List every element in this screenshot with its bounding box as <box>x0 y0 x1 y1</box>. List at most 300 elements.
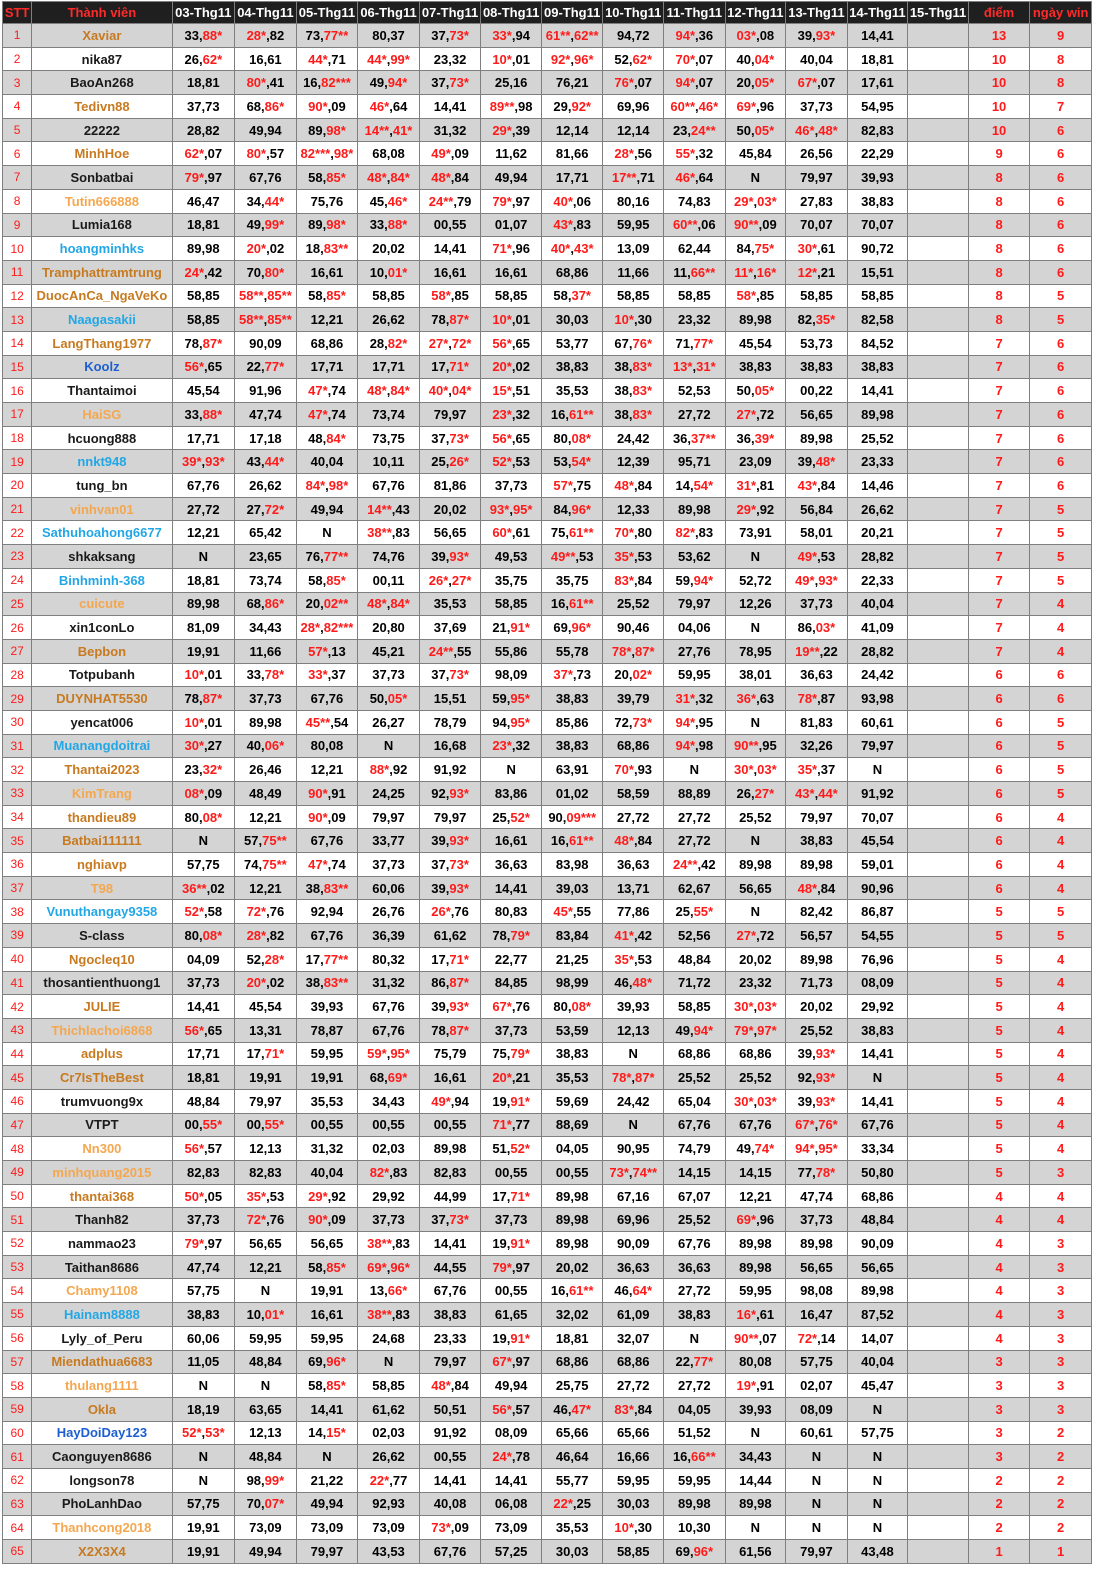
day-cell: 38,83 <box>725 355 786 379</box>
day-cell: 40,04 <box>296 450 358 474</box>
win-days-cell: 5 <box>1030 521 1092 545</box>
member-name: longson78 <box>32 1468 172 1492</box>
day-cell: 20*,21 <box>481 1066 542 1090</box>
day-cell: 37,73 <box>358 1208 420 1232</box>
day-cell: 98,09 <box>481 663 542 687</box>
day-cell: 44,99 <box>419 1184 481 1208</box>
day-cell: 58,37* <box>541 284 603 308</box>
win-days-cell: 3 <box>1030 1255 1092 1279</box>
day-cell: 35,53 <box>419 592 481 616</box>
day-cell: 00,55 <box>481 1161 542 1185</box>
win-days-cell: 2 <box>1030 1492 1092 1516</box>
day-cell: 91,96 <box>235 379 297 403</box>
day-cell: 57,75 <box>172 853 235 877</box>
day-cell: 21,91* <box>481 616 542 640</box>
day-cell: 12,14 <box>603 118 664 142</box>
day-cell: 92,93* <box>786 1066 848 1090</box>
day-cell: 67,76 <box>296 829 358 853</box>
day-cell: 27,72 <box>664 805 726 829</box>
day-cell: 56,65 <box>296 1232 358 1256</box>
day-cell: 67,76 <box>172 474 235 498</box>
row-number: 36 <box>3 853 32 877</box>
day-cell: 56,84 <box>786 497 848 521</box>
win-days-cell: 3 <box>1030 1374 1092 1398</box>
day-cell: 98,08 <box>786 1279 848 1303</box>
day-cell: 59,69 <box>541 1089 603 1113</box>
day-cell: 13,66* <box>358 1279 420 1303</box>
day-cell: 59,95 <box>296 1326 358 1350</box>
points-cell: 3 <box>968 1350 1030 1374</box>
points-cell: 5 <box>968 1137 1030 1161</box>
day-cell: 38,83 <box>541 355 603 379</box>
day-cell: 25,52 <box>786 1018 848 1042</box>
day-cell: 33,78* <box>235 663 297 687</box>
day-cell: 22,77* <box>235 355 297 379</box>
day-cell: 15,51 <box>419 687 481 711</box>
row-number: 62 <box>3 1468 32 1492</box>
day-cell: 73,77** <box>296 24 358 48</box>
day-cell <box>908 379 969 403</box>
day-cell: 00,55 <box>358 1113 420 1137</box>
day-cell: 37,73* <box>419 71 481 95</box>
member-name: Koolz <box>32 355 172 379</box>
day-cell <box>908 1397 969 1421</box>
day-cell: 31,32 <box>419 118 481 142</box>
day-cell: 37,73 <box>786 95 848 119</box>
table-row <box>3 331 1092 355</box>
day-cell: 11,62 <box>481 142 542 166</box>
win-days-cell: 4 <box>1030 1042 1092 1066</box>
table-row <box>3 853 1092 877</box>
day-cell: 56*,65 <box>172 1018 235 1042</box>
day-cell: 16*,61 <box>725 1303 786 1327</box>
day-cell: N <box>847 758 908 782</box>
day-cell: 80,83 <box>481 900 542 924</box>
day-cell: 22*,25 <box>541 1492 603 1516</box>
day-cell: 78*,87 <box>786 687 848 711</box>
day-cell: 89,98* <box>296 118 358 142</box>
day-cell: 30*,03* <box>725 1089 786 1113</box>
day-cell: 89,98 <box>725 1492 786 1516</box>
day-cell: 65,04 <box>664 1089 726 1113</box>
day-cell: 89,98* <box>296 213 358 237</box>
day-cell: 02,03 <box>358 1421 420 1445</box>
points-cell: 3 <box>968 1421 1030 1445</box>
member-name: 22222 <box>32 118 172 142</box>
day-cell: 75,79 <box>419 1042 481 1066</box>
day-cell: 91,92 <box>419 1421 481 1445</box>
day-cell: 16,61** <box>541 403 603 427</box>
day-cell: 04,06 <box>664 616 726 640</box>
day-cell: N <box>786 1445 848 1469</box>
day-cell: 94,72 <box>603 24 664 48</box>
day-cell: 48,84 <box>847 1208 908 1232</box>
points-cell: 4 <box>968 1303 1030 1327</box>
table-row <box>3 805 1092 829</box>
day-cell: 27*,72 <box>725 403 786 427</box>
day-cell: 94*,36 <box>664 24 726 48</box>
points-cell: 5 <box>968 1161 1030 1185</box>
day-cell: 17,71 <box>541 166 603 190</box>
day-cell: 23,65 <box>235 545 297 569</box>
day-cell: 46*,48* <box>786 118 848 142</box>
day-cell: 58*,85 <box>419 284 481 308</box>
day-cell: 19*,91 <box>725 1374 786 1398</box>
day-cell: 86,03* <box>786 616 848 640</box>
member-name: Muanangdoitrai <box>32 734 172 758</box>
column-header: 04-Thg11 <box>235 2 297 24</box>
points-cell: 1 <box>968 1540 1030 1564</box>
column-header: 09-Thg11 <box>541 2 603 24</box>
day-cell: 90**,07 <box>725 1326 786 1350</box>
day-cell: 69,96* <box>296 1350 358 1374</box>
member-name: Ngocleq10 <box>32 947 172 971</box>
points-cell: 2 <box>968 1516 1030 1540</box>
row-number: 64 <box>3 1516 32 1540</box>
day-cell: 15,51 <box>847 260 908 284</box>
points-cell: 6 <box>968 663 1030 687</box>
day-cell <box>908 853 969 877</box>
member-name: Nn300 <box>32 1137 172 1161</box>
day-cell: 23,32* <box>172 758 235 782</box>
points-cell: 7 <box>968 403 1030 427</box>
day-cell: N <box>725 616 786 640</box>
day-cell: 80,08* <box>172 924 235 948</box>
column-header: 13-Thg11 <box>786 2 848 24</box>
day-cell: 67,76 <box>419 1540 481 1564</box>
day-cell <box>908 497 969 521</box>
day-cell: 24*,42 <box>172 260 235 284</box>
day-cell: 36,63 <box>664 1255 726 1279</box>
day-cell: 40*,06 <box>541 189 603 213</box>
day-cell <box>908 900 969 924</box>
column-header: 07-Thg11 <box>419 2 481 24</box>
day-cell <box>908 47 969 71</box>
day-cell: 17,61 <box>847 71 908 95</box>
day-cell: 78,87* <box>419 1018 481 1042</box>
day-cell: 84,85 <box>481 971 542 995</box>
points-cell: 6 <box>968 876 1030 900</box>
day-cell: 30,03 <box>541 1540 603 1564</box>
day-cell: N <box>725 1421 786 1445</box>
win-days-cell: 3 <box>1030 1326 1092 1350</box>
row-number: 37 <box>3 876 32 900</box>
row-number: 1 <box>3 24 32 48</box>
row-number: 28 <box>3 663 32 687</box>
day-cell: 36,63 <box>603 853 664 877</box>
day-cell: 68,86 <box>847 1184 908 1208</box>
day-cell: 78,87* <box>172 331 235 355</box>
day-cell: 56,65 <box>847 1255 908 1279</box>
day-cell: 69,96 <box>603 95 664 119</box>
day-cell <box>908 995 969 1019</box>
day-cell: 20*,02 <box>235 237 297 261</box>
points-cell: 10 <box>968 95 1030 119</box>
day-cell: 27,72 <box>664 1374 726 1398</box>
day-cell: 56*,57 <box>481 1397 542 1421</box>
day-cell: 73,09 <box>358 1516 420 1540</box>
day-cell: 83*,84 <box>603 1397 664 1421</box>
table-row <box>3 900 1092 924</box>
day-cell: 49*,94 <box>419 1089 481 1113</box>
member-name: hoangminhks <box>32 237 172 261</box>
day-cell: 38,83** <box>296 971 358 995</box>
day-cell: N <box>296 521 358 545</box>
day-cell: 28*,56 <box>603 142 664 166</box>
column-header: 15-Thg11 <box>908 2 969 24</box>
day-cell: 72,73* <box>603 710 664 734</box>
day-cell <box>908 971 969 995</box>
day-cell: 11*,16* <box>725 260 786 284</box>
row-number: 34 <box>3 805 32 829</box>
day-cell: 18,81 <box>172 71 235 95</box>
day-cell: 37,69 <box>419 616 481 640</box>
day-cell: 65,42 <box>235 521 297 545</box>
day-cell: 56,65 <box>725 876 786 900</box>
day-cell: 90,09 <box>603 1232 664 1256</box>
day-cell: 36,39* <box>725 426 786 450</box>
day-cell: N <box>786 1468 848 1492</box>
day-cell: 59,94* <box>664 568 726 592</box>
day-cell: 35*,53 <box>235 1184 297 1208</box>
day-cell: 20*,02 <box>481 355 542 379</box>
win-days-cell: 4 <box>1030 829 1092 853</box>
day-cell: 86,87* <box>419 971 481 995</box>
day-cell: 90,46 <box>603 616 664 640</box>
day-cell: 44*,71 <box>296 47 358 71</box>
row-number: 43 <box>3 1018 32 1042</box>
day-cell: 52*,53* <box>172 1421 235 1445</box>
member-name: trumvuong9x <box>32 1089 172 1113</box>
day-cell: 67,76 <box>725 1113 786 1137</box>
day-cell: N <box>603 1113 664 1137</box>
day-cell: 35,75 <box>481 568 542 592</box>
day-cell: 89,98 <box>419 1137 481 1161</box>
day-cell: 50,05* <box>358 687 420 711</box>
day-cell: 24,42 <box>603 426 664 450</box>
points-cell: 5 <box>968 1113 1030 1137</box>
day-cell: 58,59 <box>603 782 664 806</box>
day-cell: 74,79 <box>664 1137 726 1161</box>
member-name: Binhminh-368 <box>32 568 172 592</box>
day-cell: 45,54 <box>172 379 235 403</box>
day-cell: 17,71 <box>172 426 235 450</box>
day-cell: 80,08* <box>541 995 603 1019</box>
day-cell: 35*,37 <box>786 758 848 782</box>
day-cell: 45,47 <box>847 1374 908 1398</box>
member-name: Caonguyen8686 <box>32 1445 172 1469</box>
day-cell <box>908 71 969 95</box>
day-cell: 22*,77 <box>358 1468 420 1492</box>
row-number: 40 <box>3 947 32 971</box>
day-cell <box>908 568 969 592</box>
row-number: 13 <box>3 308 32 332</box>
day-cell: 49,94 <box>296 1492 358 1516</box>
day-cell: 10*,30 <box>603 1516 664 1540</box>
member-name: Thichlachoi6868 <box>32 1018 172 1042</box>
points-cell: 5 <box>968 1066 1030 1090</box>
day-cell: 89,98 <box>786 947 848 971</box>
day-cell: N <box>725 829 786 853</box>
row-number: 33 <box>3 782 32 806</box>
day-cell: 25,26* <box>419 450 481 474</box>
day-cell: 65,66 <box>603 1421 664 1445</box>
table-row <box>3 47 1092 71</box>
day-cell <box>908 426 969 450</box>
day-cell: 83,98 <box>541 853 603 877</box>
member-name: Okla <box>32 1397 172 1421</box>
day-cell: 84,75* <box>725 237 786 261</box>
points-cell: 6 <box>968 734 1030 758</box>
row-number: 8 <box>3 189 32 213</box>
table-row <box>3 710 1092 734</box>
row-number: 49 <box>3 1161 32 1185</box>
points-cell: 4 <box>968 1279 1030 1303</box>
day-cell: 45,21 <box>358 639 420 663</box>
column-header: Thành viên <box>32 2 172 24</box>
day-cell: 60,61 <box>847 710 908 734</box>
day-cell: 79,97 <box>296 1540 358 1564</box>
day-cell: 51,52* <box>481 1137 542 1161</box>
day-cell: 10,30 <box>664 1516 726 1540</box>
day-cell: 30*,03* <box>725 995 786 1019</box>
day-cell: 70,07 <box>847 213 908 237</box>
day-cell <box>908 734 969 758</box>
day-cell: 19,91 <box>235 1066 297 1090</box>
day-cell: 71,77* <box>664 331 726 355</box>
day-cell <box>908 403 969 427</box>
day-cell: 13*,31* <box>664 355 726 379</box>
day-cell: 57,75** <box>235 829 297 853</box>
day-cell: 73,09 <box>296 1516 358 1540</box>
day-cell: 39,93 <box>296 995 358 1019</box>
member-name: hcuong888 <box>32 426 172 450</box>
points-cell: 7 <box>968 497 1030 521</box>
day-cell: 40,04 <box>847 1350 908 1374</box>
day-cell <box>908 450 969 474</box>
member-name: cuicute <box>32 592 172 616</box>
day-cell: 60*,61 <box>481 521 542 545</box>
day-cell: 29,92* <box>541 95 603 119</box>
day-cell: 28,82 <box>847 639 908 663</box>
day-cell: 63,65 <box>235 1397 297 1421</box>
day-cell <box>908 1089 969 1113</box>
day-cell: 04,05 <box>664 1397 726 1421</box>
day-cell: 94,95* <box>481 710 542 734</box>
member-name: Tramphattramtrung <box>32 260 172 284</box>
day-cell: 19,91 <box>172 1540 235 1564</box>
day-cell: 90*,09 <box>296 95 358 119</box>
day-cell: 20,02 <box>786 995 848 1019</box>
day-cell: 33,88* <box>358 213 420 237</box>
day-cell: 16,68 <box>419 734 481 758</box>
table-row <box>3 947 1092 971</box>
day-cell: 19,91 <box>296 1279 358 1303</box>
day-cell: 58,85 <box>603 1540 664 1564</box>
day-cell: 04,05 <box>541 1137 603 1161</box>
win-days-cell: 3 <box>1030 1350 1092 1374</box>
day-cell: 45,54 <box>235 995 297 1019</box>
points-cell: 6 <box>968 853 1030 877</box>
points-cell: 4 <box>968 1255 1030 1279</box>
day-cell: 49,53 <box>481 545 542 569</box>
day-cell: 34,43 <box>235 616 297 640</box>
day-cell: 92,93 <box>358 1492 420 1516</box>
row-number: 17 <box>3 403 32 427</box>
day-cell: 89,98 <box>664 497 726 521</box>
day-cell: 24,25 <box>358 782 420 806</box>
day-cell: 27,72* <box>235 497 297 521</box>
member-name: Totpubanh <box>32 663 172 687</box>
day-cell: 20,02 <box>725 947 786 971</box>
day-cell: 04,09 <box>172 947 235 971</box>
day-cell: 16,61** <box>541 1279 603 1303</box>
day-cell: 91,92 <box>419 758 481 782</box>
day-cell: 73,74 <box>358 403 420 427</box>
day-cell: 11,66** <box>664 260 726 284</box>
day-cell: 12,21 <box>235 876 297 900</box>
day-cell: 82*,83 <box>358 1161 420 1185</box>
row-number: 53 <box>3 1255 32 1279</box>
day-cell <box>908 1208 969 1232</box>
day-cell: 39,93* <box>419 995 481 1019</box>
table-row <box>3 118 1092 142</box>
day-cell: 12*,21 <box>786 260 848 284</box>
day-cell <box>908 308 969 332</box>
day-cell: 89,98 <box>541 1208 603 1232</box>
win-days-cell: 5 <box>1030 734 1092 758</box>
day-cell: 69,96* <box>664 1540 726 1564</box>
day-cell: 73,74 <box>235 568 297 592</box>
day-cell: 58*,85 <box>725 284 786 308</box>
win-days-cell: 4 <box>1030 639 1092 663</box>
day-cell: 28,82 <box>847 545 908 569</box>
day-cell: 48,49 <box>235 782 297 806</box>
day-cell <box>908 758 969 782</box>
day-cell: 46,48* <box>603 971 664 995</box>
row-number: 2 <box>3 47 32 71</box>
day-cell: 12,21 <box>296 308 358 332</box>
win-days-cell: 5 <box>1030 284 1092 308</box>
day-cell: 89,98 <box>235 710 297 734</box>
day-cell <box>908 1421 969 1445</box>
day-cell: 19,91* <box>481 1326 542 1350</box>
day-cell: 11,05 <box>172 1350 235 1374</box>
win-days-cell: 5 <box>1030 758 1092 782</box>
day-cell <box>908 663 969 687</box>
day-cell: 52,28* <box>235 947 297 971</box>
day-cell: 12,13 <box>603 1018 664 1042</box>
day-cell: 37,73 <box>358 663 420 687</box>
day-cell: 45,46* <box>358 189 420 213</box>
day-cell: 83,84 <box>541 924 603 948</box>
day-cell: 84,96* <box>541 497 603 521</box>
win-days-cell: 6 <box>1030 331 1092 355</box>
day-cell: 25,52 <box>847 426 908 450</box>
column-header: điểm <box>968 2 1030 24</box>
day-cell: 35,53 <box>541 379 603 403</box>
day-cell: 52*,53 <box>481 450 542 474</box>
day-cell: 21,22 <box>296 1468 358 1492</box>
day-cell: N <box>786 1492 848 1516</box>
table-row <box>3 734 1092 758</box>
row-number: 11 <box>3 260 32 284</box>
points-cell: 10 <box>968 71 1030 95</box>
day-cell: 74,76 <box>358 545 420 569</box>
day-cell: 16,61** <box>541 592 603 616</box>
day-cell: 38,83* <box>603 355 664 379</box>
day-cell: 08,09 <box>786 1397 848 1421</box>
